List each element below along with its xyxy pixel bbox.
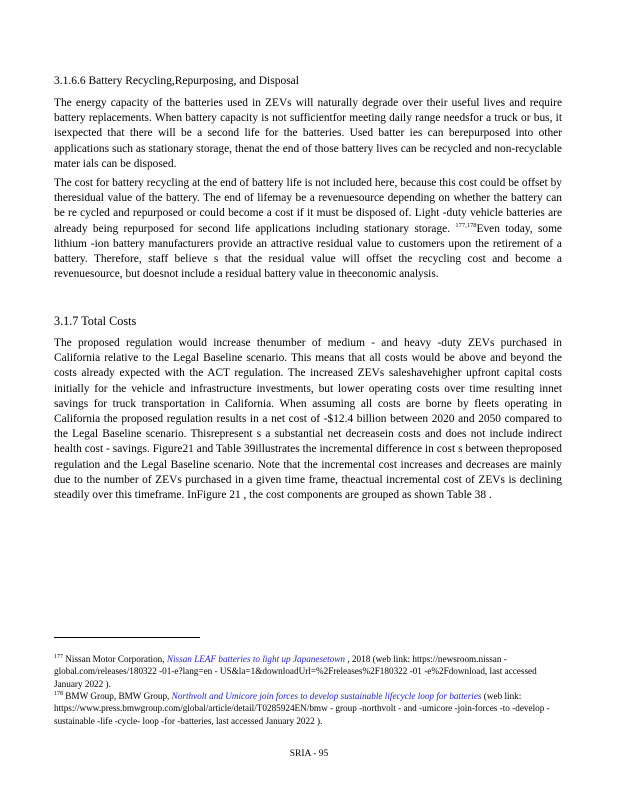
footnote-link[interactable]: Nissan LEAF batteries to light up Japanesetown [166,654,346,664]
footnote-text: Nissan Motor Corporation, [63,654,167,664]
footnote-reference: 177,178 [455,221,477,229]
section-heading: 3.1.6.6 Battery Recycling,Repurposing, and Disposal [54,75,299,87]
page-number: SRIA - 95 [289,749,329,759]
footnote-178 [54,690,566,727]
footnote-text: BMW Group, BMW Group, [63,691,172,701]
footnote-divider [54,637,200,638]
paragraph-recycling-cost [54,176,562,282]
footnote-number: 178 [54,690,63,697]
footnote-text: , 2018 (web link: https://newsroom.nissan -global.com/releases/180322 -01-e?lang=en - US&la=1&downloadUrl=%2Freleases%2F180322 -01 -e%2Fdownload, last accessed January 2022 ). [54,654,537,689]
footnote-link[interactable]: Northvolt and Umicore join forces to develop sustainable lifecycle loop for batteries [171,691,482,701]
footnote-text: (web link: https://www.press.bmwgroup.com/global/article/detail/T0285924EN/bmw - group -northvolt - and -umicore -join-forces -to -develop -sustainable -life -cycle- loop -for -batteries, last accessed January 2022 ). [54,691,550,726]
paragraph-text: The cost for battery recycling at the end of battery life is not included here, because this cost could be offset by theresidual value of the battery. The end of lifemay be a revenuesource depending on whether the battery can be re cycled and repurposed or could become a cost if it must be disposed of. Light -duty vehicle batteries are already being repurposed for second life applications including stationary storage. [54,177,562,235]
paragraph-total-costs: The proposed regulation would increase thenumber of medium - and heavy -duty ZEVs purchased in California relative to the Legal Baseline scenario. This means that all costs would be above and beyond the costs already expected with the ACT regulation. The increased ZEVs saleshavehigher upfront capital costs initially for the vehicle and infrastructure investments, but lower operating costs over time resulting innet savings for truck transportation in California. When assuming all costs are borne by fleets operating in California the proposed regulation results in a net cost of -$12.4 billion between 2020 and 2050 compared to the Legal Baseline scenario. Thisrepresent s a substantial net decreasein costs and does not include indirect health cost - savings. Figure21 and Table 39illustrates the incremental difference in cost s between theproposed regulation and the Legal Baseline scenario. Note that the incremental cost increases and decreases are mainly due to the number of ZEVs purchased in a given time frame, theactual incremental cost of ZEVs is declining steadily over this timeframe. InFigure 21 , the cost components are grouped as shown Table 38 . [54,337,562,502]
paragraph-text: Even today, some lithium -ion battery manufacturers provide an attractive residual value to customers upon the retirement of a battery. Therefore, staff believe s that the residual value will offset the recycling cost and become a revenuesource, but doesnot include a residual battery value in theeconomic analysis. [54,222,562,281]
footnote-number: 177 [54,653,63,660]
footnote-177 [54,653,566,690]
subsection-heading: 3.1.7 Total Costs [54,314,137,328]
paragraph-battery-degradation: The energy capacity of the batteries used in ZEVs will naturally degrade over their useful lives and require battery replacements. When battery capacity is not sufficientfor meeting daily range needsfor a truck or bus, it isexpected that there will be a second life for the batteries. Used batter ies can berepurposed into other applications such as stationary storage, thenat the end of those battery lives can be recycled and non-recyclable mater ials can be disposed. [54,97,562,170]
